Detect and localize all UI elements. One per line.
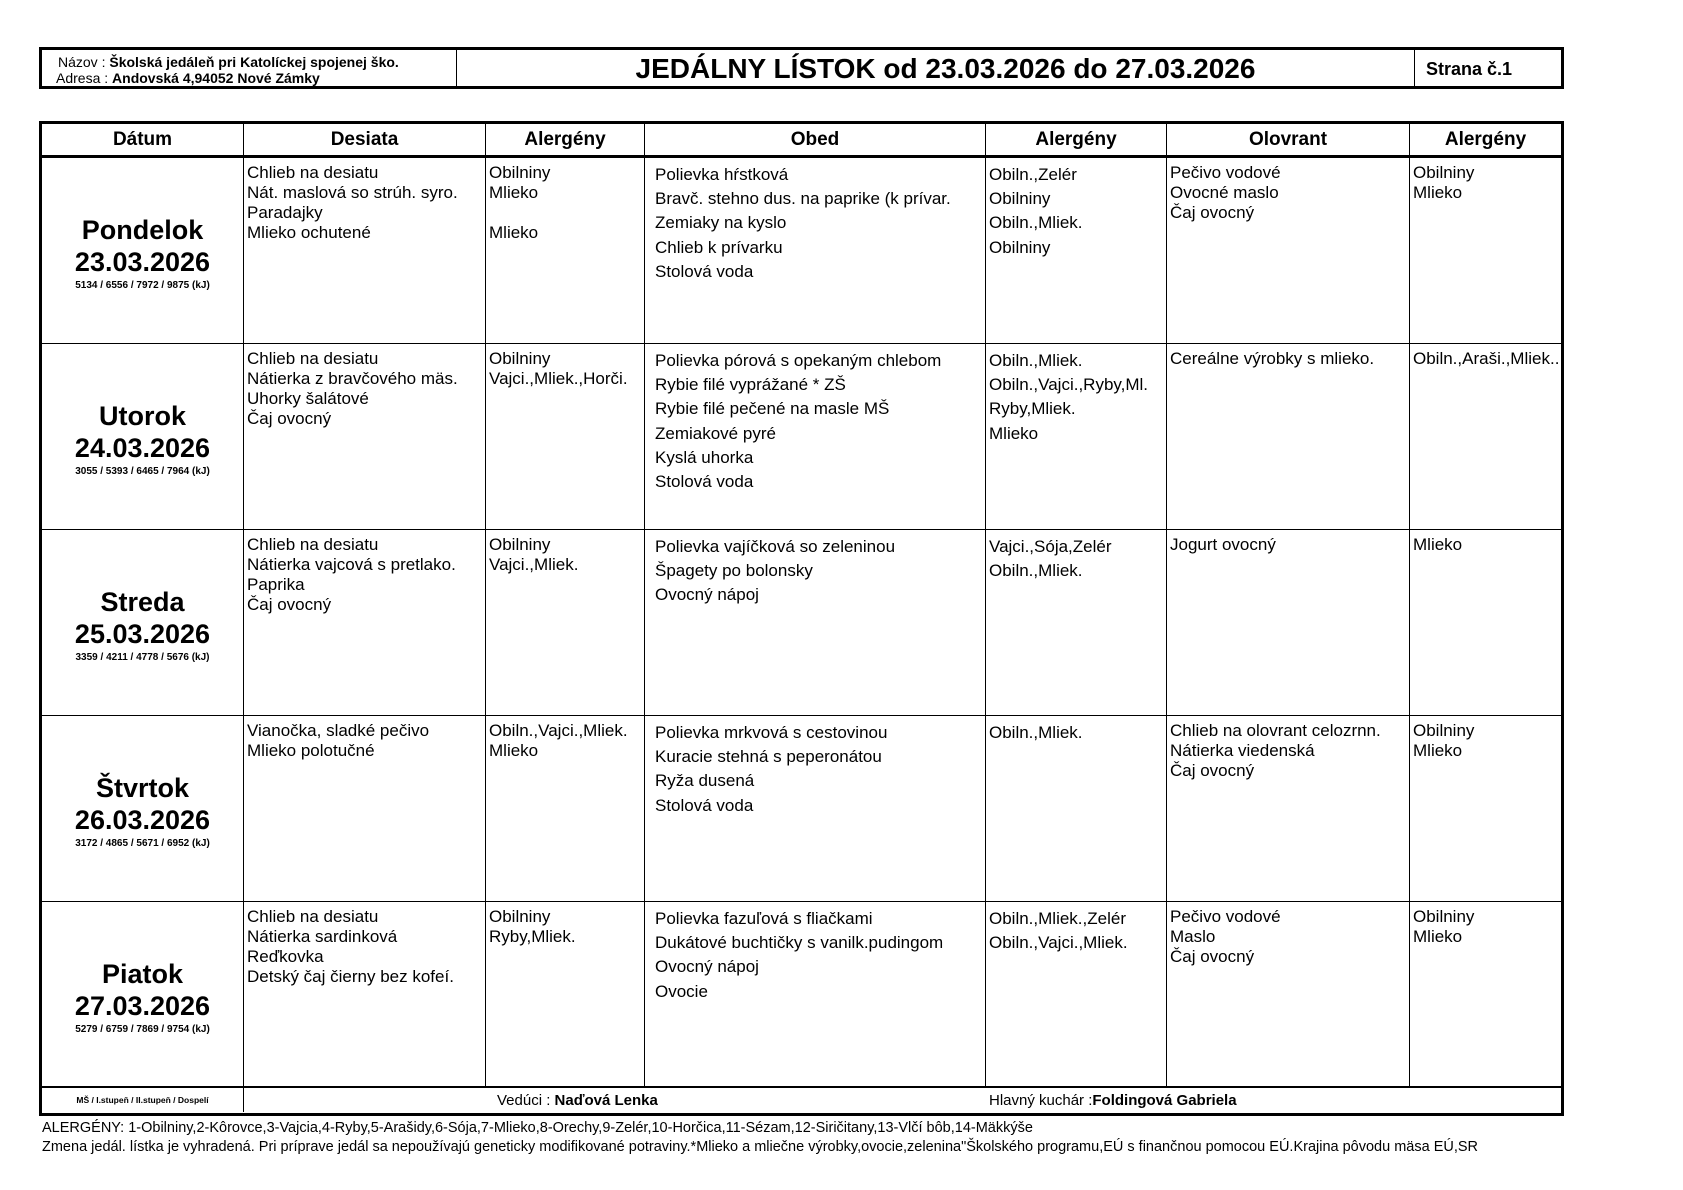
afternoon-allergens-list <box>1410 158 1561 203</box>
list-item: Chlieb na desiatu <box>247 907 379 926</box>
list-item: Nát. maslová so strúh. syro. <box>247 183 458 202</box>
day-date: 27.03.2026 <box>74 990 211 1021</box>
snack-allergens-list <box>486 902 644 947</box>
afternoon-snack-cell <box>1167 902 1410 1086</box>
list-item: Rybie filé pečené na masle MŠ <box>655 399 890 419</box>
day-energy: 3359 / 4211 / 4778 / 5676 (kJ) <box>75 652 210 663</box>
list-item: Obilniny <box>1413 721 1475 740</box>
lunch-cell <box>645 344 986 529</box>
list-item: Mlieko <box>489 741 539 760</box>
list-item <box>489 203 644 223</box>
snack-allergens-cell <box>486 530 645 715</box>
list-item: Dukátové buchtičky s vanilk.pudingom <box>655 933 944 953</box>
head-cook <box>989 1092 1237 1109</box>
lunch-allergens-list <box>986 716 1166 745</box>
list-item: Polievka mrkvová s cestovinou <box>655 723 888 742</box>
list-item: Reďkovka <box>247 947 324 966</box>
page-number: Strana č.1 <box>1426 59 1513 79</box>
afternoon-snack-cell <box>1167 158 1410 343</box>
list-item: Jogurt ovocný <box>1170 535 1276 554</box>
manager-label: Vedúci : <box>497 1092 551 1109</box>
list-item: Obilniny <box>489 349 551 368</box>
list-item: Mlieko <box>1413 741 1463 760</box>
lunch-list <box>645 158 985 284</box>
list-item: Čaj ovocný <box>1170 203 1255 222</box>
list-item: Nátierka viedenská <box>1170 741 1315 760</box>
lunch-allergens-list <box>986 158 1166 260</box>
lunch-allergens-list <box>986 902 1166 955</box>
lunch-allergens-list <box>986 530 1166 583</box>
list-item: Špagety po bolonsky <box>655 561 813 581</box>
list-item: Obiln.,Mliek.,Zelér <box>989 909 1126 928</box>
list-item: Detský čaj čierny bez kofeí. <box>247 967 454 986</box>
snack-allergens-cell <box>486 902 645 1086</box>
list-item: Nátierka z bravčového mäs. <box>247 369 458 388</box>
snack-allergens-list <box>486 344 644 389</box>
list-item: Mlieko <box>1413 927 1463 946</box>
day-date: 26.03.2026 <box>74 805 211 835</box>
day-energy: 5279 / 6759 / 7869 / 9754 (kJ) <box>75 1023 210 1035</box>
menu-title-cell <box>457 50 1415 86</box>
menu-disclaimer: Zmena jedál. lístka je vyhradená. Pri príprave jedál sa nepoužívajú geneticky modifikované potraviny.*Mlieko a mliečne výrobky,ovocie,zelenina"Školského programu,EÚ s finančnou pomocou EÚ.Krajina pôvodu mäsa EÚ,SR <box>42 1139 1479 1155</box>
list-item: Mlieko ochutené <box>247 223 371 242</box>
day-name: Pondelok <box>81 215 204 245</box>
list-item: Pečivo vodové <box>1170 907 1281 926</box>
lunch-cell <box>645 158 986 343</box>
snack-list <box>244 158 485 243</box>
day-row <box>42 530 1561 716</box>
list-item: Polievka fazuľová s fliačkami <box>655 909 873 928</box>
afternoon-snack-cell <box>1167 530 1410 715</box>
lunch-allergens-cell <box>986 344 1167 529</box>
snack-list <box>244 344 485 429</box>
date-cell <box>42 344 244 529</box>
afternoon-allergens-cell <box>1410 530 1561 715</box>
afternoon-allergens-list <box>1410 344 1561 369</box>
list-item: Uhorky šalátové <box>247 389 369 408</box>
list-item: Bravč. stehno dus. na paprike (k prívar. <box>655 189 951 209</box>
list-item: Mlieko polotučné <box>247 741 375 760</box>
list-item: Maslo <box>1170 927 1216 946</box>
day-row <box>42 158 1561 344</box>
list-item: Čaj ovocný <box>1170 947 1255 966</box>
day-row <box>42 716 1561 902</box>
lunch-allergens-list <box>986 344 1166 446</box>
day-row <box>42 902 1561 1088</box>
list-item: Obiln.,Vajci.,Mliek. <box>989 933 1128 953</box>
list-item: Obilniny <box>489 163 551 182</box>
canteen-name-label: Názov : <box>58 54 106 70</box>
menu-header <box>39 47 1564 89</box>
afternoon-allergens-list <box>1410 530 1561 555</box>
snack-list <box>244 902 485 987</box>
day-name: Utorok <box>99 401 186 431</box>
list-item: Nátierka vajcová s pretlako. <box>247 555 456 574</box>
afternoon-snack-cell <box>1167 716 1410 901</box>
afternoon-snack-list <box>1167 158 1409 223</box>
list-item: Obilniny <box>989 237 1051 257</box>
snack-list <box>244 530 485 615</box>
canteen-name: Školská jedáleň pri Katolíckej spojenej ško. <box>109 54 399 70</box>
list-item: Stolová voda <box>655 472 754 492</box>
age-groups-label: MŠ / I.stupeň / II.stupeň / Dospelí <box>42 1088 244 1112</box>
snack-allergens-cell <box>486 716 645 901</box>
snack-cell <box>244 716 486 901</box>
list-item: Chlieb k prívarku <box>655 237 783 257</box>
list-item: Zemiakové pyré <box>655 423 776 443</box>
lunch-cell <box>645 716 986 901</box>
list-item: Polievka hŕstková <box>655 165 789 184</box>
column-header-snack-allergens: Alergény <box>486 124 645 155</box>
list-item: Čaj ovocný <box>247 409 332 428</box>
list-item: Polievka vajíčková so zeleninou <box>655 537 896 556</box>
afternoon-allergens-cell <box>1410 158 1561 343</box>
day-energy: 5134 / 6556 / 7972 / 9875 (kJ) <box>75 280 210 291</box>
snack-allergens-cell <box>486 344 645 529</box>
list-item: Ovocný nápoj <box>655 585 759 605</box>
list-item: Kuracie stehná s peperonátou <box>655 747 882 767</box>
date-cell <box>42 158 244 343</box>
list-item: Rybie filé vyprážané * ZŠ <box>655 375 846 395</box>
list-item: Cereálne výrobky s mlieko. <box>1170 349 1375 368</box>
lunch-cell <box>645 902 986 1086</box>
list-item: Mlieko <box>489 183 539 202</box>
list-item: Chlieb na desiatu <box>247 349 379 368</box>
list-item: Paradajky <box>247 203 323 222</box>
afternoon-snack-list <box>1167 344 1409 369</box>
list-item: Ryža dusená <box>655 771 755 791</box>
menu-notes <box>42 1119 1478 1157</box>
list-item: Pečivo vodové <box>1170 163 1281 182</box>
list-item: Vajci.,Mliek. <box>489 555 579 574</box>
column-header-afternoon-allergens: Alergény <box>1444 128 1527 150</box>
head-cook-name: Foldingová Gabriela <box>1092 1092 1237 1109</box>
lunch-allergens-cell <box>986 716 1167 901</box>
date-cell <box>42 716 244 901</box>
column-header-lunch-allergens: Alergény <box>986 124 1167 155</box>
menu-title: JEDÁLNY LÍSTOK od 23.03.2026 do 27.03.2026 <box>635 53 1256 84</box>
canteen-name-row <box>56 54 456 70</box>
list-item: Stolová voda <box>655 795 754 815</box>
list-item: Obiln.,Zelér <box>989 165 1077 184</box>
day-name: Piatok <box>101 958 184 989</box>
day-energy: 3055 / 5393 / 6465 / 7964 (kJ) <box>75 466 210 477</box>
list-item: Ovocie <box>655 981 708 1001</box>
lunch-allergens-cell <box>986 530 1167 715</box>
lunch-list <box>645 344 985 494</box>
canteen-address: Andovská 4,94052 Nové Zámky <box>112 70 320 86</box>
staff-info <box>244 1088 1561 1112</box>
snack-cell <box>244 344 486 529</box>
day-name: Štvrtok <box>95 773 190 803</box>
snack-allergens-cell <box>486 158 645 343</box>
list-item: Chlieb na desiatu <box>247 535 379 554</box>
list-item: Čaj ovocný <box>247 595 332 614</box>
afternoon-snack-list <box>1167 716 1409 781</box>
list-item: Obiln.,Araši.,Mliek.. <box>1413 349 1560 368</box>
lunch-allergens-cell <box>986 902 1167 1086</box>
lunch-cell <box>645 530 986 715</box>
list-item: Polievka pórová s opekaným chlebom <box>655 351 942 370</box>
lunch-list <box>645 530 985 608</box>
canteen-info <box>42 50 457 86</box>
snack-allergens-list <box>486 716 644 761</box>
afternoon-allergens-cell <box>1410 902 1561 1086</box>
lunch-allergens-cell <box>986 158 1167 343</box>
list-item: Kyslá uhorka <box>655 447 754 467</box>
afternoon-snack-list <box>1167 902 1409 967</box>
list-item: Obiln.,Mliek. <box>989 561 1083 581</box>
afternoon-snack-list <box>1167 530 1409 555</box>
date-cell <box>42 902 244 1086</box>
list-item: Chlieb na olovrant celozrnn. <box>1170 721 1381 740</box>
lunch-list <box>645 902 985 1004</box>
day-energy: 3172 / 4865 / 5671 / 6952 (kJ) <box>75 838 210 849</box>
list-item: Ryby,Mliek. <box>489 927 576 946</box>
snack-allergens-list <box>486 158 644 243</box>
snack-cell <box>244 530 486 715</box>
manager-name: Naďová Lenka <box>554 1092 658 1109</box>
column-header-snack: Desiata <box>244 124 486 155</box>
date-cell <box>42 530 244 715</box>
list-item: Chlieb na desiatu <box>247 163 379 182</box>
list-item: Ovocný nápoj <box>655 957 759 977</box>
list-item: Obilniny <box>989 189 1051 209</box>
snack-cell <box>244 902 486 1086</box>
list-item: Zemiaky na kyslo <box>655 213 787 233</box>
list-item: Obilniny <box>1413 163 1475 182</box>
column-header-date: Dátum <box>42 124 244 155</box>
list-item: Obiln.,Mliek. <box>989 213 1083 233</box>
afternoon-allergens-cell <box>1410 344 1561 529</box>
list-item: Vajci.,Sója,Zelér <box>989 537 1112 556</box>
menu-table <box>39 121 1564 1116</box>
day-name: Streda <box>100 587 185 617</box>
allergen-legend: ALERGÉNY: 1-Obilniny,2-Kôrovce,3-Vajcia,4-Ryby,5-Arašidy,6-Sója,7-Mlieko,8-Orechy,9-Zelér,10-Horčica,11-Sézam,12-Siričitany,13-Vlčí bôb,14-Mäkkýše <box>42 1120 1033 1136</box>
list-item: Obiln.,Mliek. <box>989 351 1083 370</box>
list-item: Čaj ovocný <box>1170 761 1255 780</box>
list-item: Mlieko <box>989 423 1039 443</box>
afternoon-snack-cell <box>1167 344 1410 529</box>
day-date: 23.03.2026 <box>74 247 211 277</box>
day-date: 25.03.2026 <box>74 619 211 649</box>
list-item: Mlieko <box>1413 183 1463 202</box>
afternoon-allergens-list <box>1410 902 1561 947</box>
afternoon-allergens-list <box>1410 716 1561 761</box>
afternoon-allergens-cell <box>1410 716 1561 901</box>
canteen-address-label: Adresa : <box>56 70 109 86</box>
canteen-manager <box>497 1092 658 1109</box>
snack-cell <box>244 158 486 343</box>
list-item: Ryby,Mliek. <box>989 399 1076 419</box>
table-header-row <box>42 124 1561 158</box>
list-item: Obilniny <box>489 907 551 926</box>
day-row <box>42 344 1561 530</box>
list-item: Mlieko <box>1413 535 1463 554</box>
list-item: Ovocné maslo <box>1170 183 1279 202</box>
lunch-list <box>645 716 985 818</box>
list-item: Obilniny <box>1413 907 1475 926</box>
list-item: Obiln.,Mliek. <box>989 723 1083 742</box>
list-item: Stolová voda <box>655 261 754 281</box>
list-item: Paprika <box>247 575 305 594</box>
snack-list <box>244 716 485 761</box>
list-item: Mlieko <box>489 223 539 242</box>
snack-allergens-list <box>486 530 644 575</box>
list-item: Nátierka sardinková <box>247 927 398 946</box>
day-date: 24.03.2026 <box>74 433 211 463</box>
head-cook-label: Hlavný kuchár : <box>989 1092 1093 1109</box>
list-item: Obiln.,Vajci.,Ryby,Ml. <box>989 375 1149 395</box>
list-item: Obilniny <box>489 535 551 554</box>
list-item: Vajci.,Mliek.,Horči. <box>489 369 628 388</box>
canteen-address-row <box>56 70 456 86</box>
column-header-afternoon-snack: Olovrant <box>1167 124 1410 155</box>
list-item: Obiln.,Vajci.,Mliek. <box>489 721 628 740</box>
column-header-lunch: Obed <box>645 124 986 155</box>
table-footer-row <box>42 1088 1561 1112</box>
list-item: Vianočka, sladké pečivo <box>247 721 430 740</box>
